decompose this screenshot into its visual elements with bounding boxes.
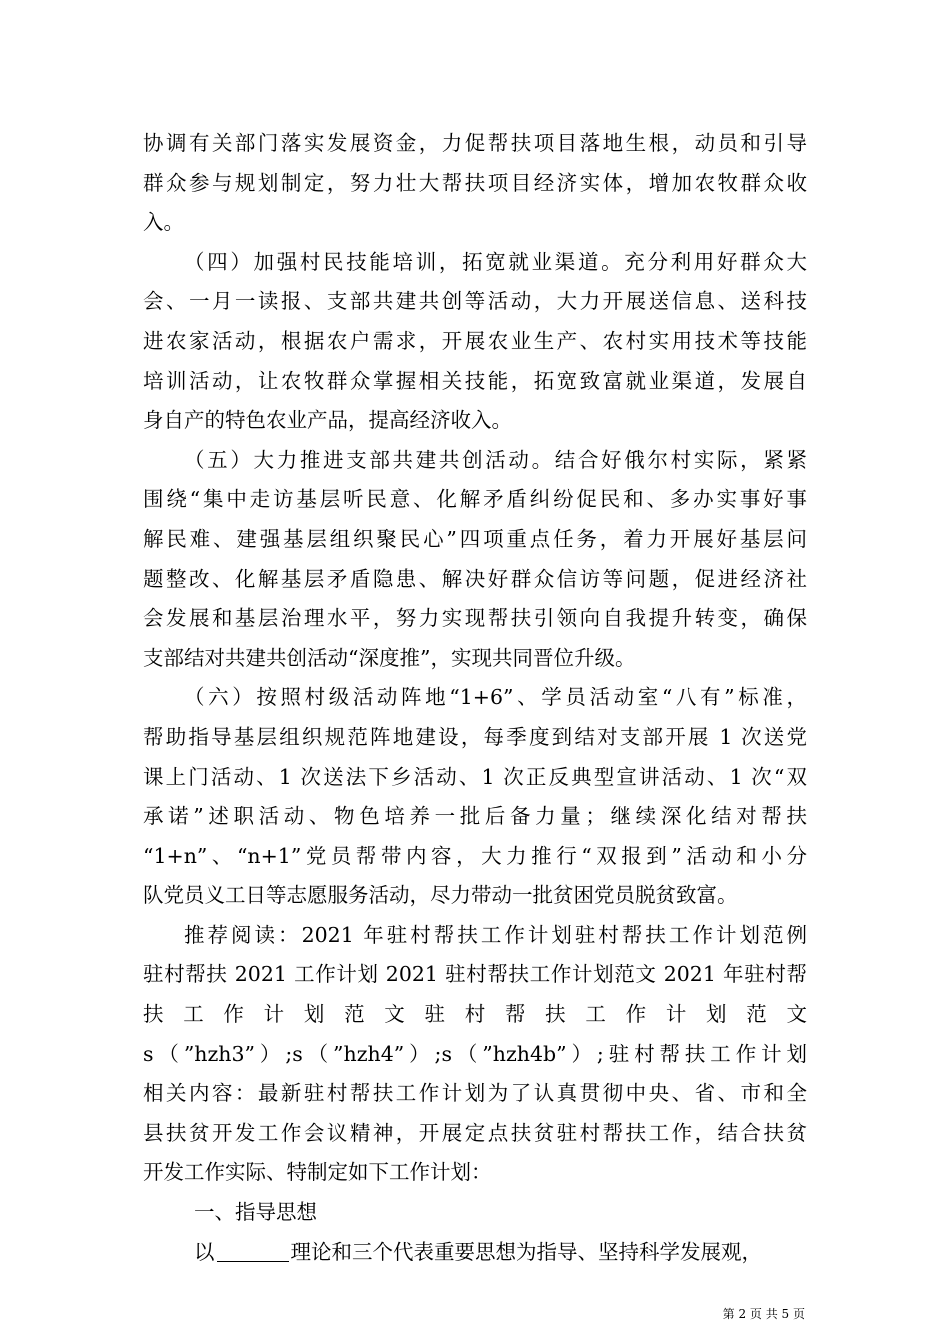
text-line: 身自产的特色农业产品，提高经济收入。 (143, 408, 512, 433)
text-line: 队党员义工日等志愿服务活动，尽力带动一批贫困党员脱贫致富。 (143, 883, 738, 908)
text-line: 扶工作计划范文驻村帮扶工作计划范文 (143, 1002, 807, 1027)
paragraph-heading-4: （四）加强村民技能培训，拓宽就业渠道。充分利用好群众大 (184, 249, 807, 274)
text-line: 协调有关部门落实发展资金，力促帮扶项目落地生根，动员和引导 (143, 131, 807, 155)
text-line: 解民难、建强基层组织聚民心”四项重点任务，着力开展好基层问 (143, 526, 807, 551)
text-line: 题整改、化解基层矛盾隐患、解决好群众信访等问题，促进经济社 (143, 566, 807, 591)
text-line: s（”hzh3”）;s（”hzh4”）;s（”hzh4b”）;驻村帮扶工作计划 (143, 1041, 807, 1066)
text-line: 入。 (143, 210, 184, 235)
recommended-reading: 推荐阅读：2021 年驻村帮扶工作计划驻村帮扶工作计划范例 (184, 922, 807, 947)
text-line: 支部结对共建共创活动“深度推”，实现共同晋位升级。 (143, 645, 636, 670)
text-line: 培训活动，让农牧群众掌握相关技能，拓宽致富就业渠道，发展自 (143, 368, 807, 393)
text-line: 课上门活动、1 次送法下乡活动、1 次正反典型宣讲活动、1 次“双 (143, 764, 807, 789)
paragraph-heading-5: （五）大力推进支部共建共创活动。结合好俄尔村实际，紧紧 (184, 447, 807, 472)
text-line: 会、一月一读报、支部共建共创等活动，大力开展送信息、送科技 (143, 289, 807, 314)
text-line: 承诺”述职活动、物色培养一批后备力量；继续深化结对帮扶 (143, 804, 807, 829)
text-line: 开发工作实际、特制定如下工作计划： (143, 1160, 492, 1185)
text-line: “1+n”、“n+1”党员帮带内容，大力推行“双报到”活动和小分 (143, 843, 807, 868)
paragraph-heading-6: （六）按照村级活动阵地“1+6”、学员活动室“八有”标准， (184, 685, 807, 710)
text-line: 帮助指导基层组织规范阵地建设，每季度到结对支部开展 1 次送党 (143, 724, 807, 749)
document-body (143, 124, 807, 1272)
section-heading: 一、指导思想 (194, 1200, 317, 1225)
page-number: 第 2 页 共 5 页 (722, 1307, 805, 1321)
text-after-blank: 理论和三个代表重要思想为指导、坚持科学发展观， (290, 1239, 762, 1264)
text-line: 驻村帮扶 2021 工作计划 2021 驻村帮扶工作计划范文 2021 年驻村帮 (143, 962, 807, 987)
text-line: 会发展和基层治理水平，努力实现帮扶引领向自我提升转变，确保 (143, 606, 807, 631)
text-line: 群众参与规划制定，努力壮大帮扶项目经济实体，增加农牧群众收 (143, 170, 807, 195)
fill-in-blank (217, 1239, 289, 1262)
text-before-blank: 以 (194, 1239, 215, 1264)
text-line-with-blank (143, 1233, 807, 1273)
text-line: 县扶贫开发工作会议精神，开展定点扶贫驻村帮扶工作，结合扶贫 (143, 1120, 807, 1145)
text-line: 进农家活动，根据农户需求，开展农业生产、农村实用技术等技能 (143, 328, 807, 353)
text-line: 相关内容：最新驻村帮扶工作计划为了认真贯彻中央、省、市和全 (143, 1081, 807, 1106)
text-line: 围绕“集中走访基层听民意、化解矛盾纠纷促民和、多办实事好事 (143, 487, 807, 512)
